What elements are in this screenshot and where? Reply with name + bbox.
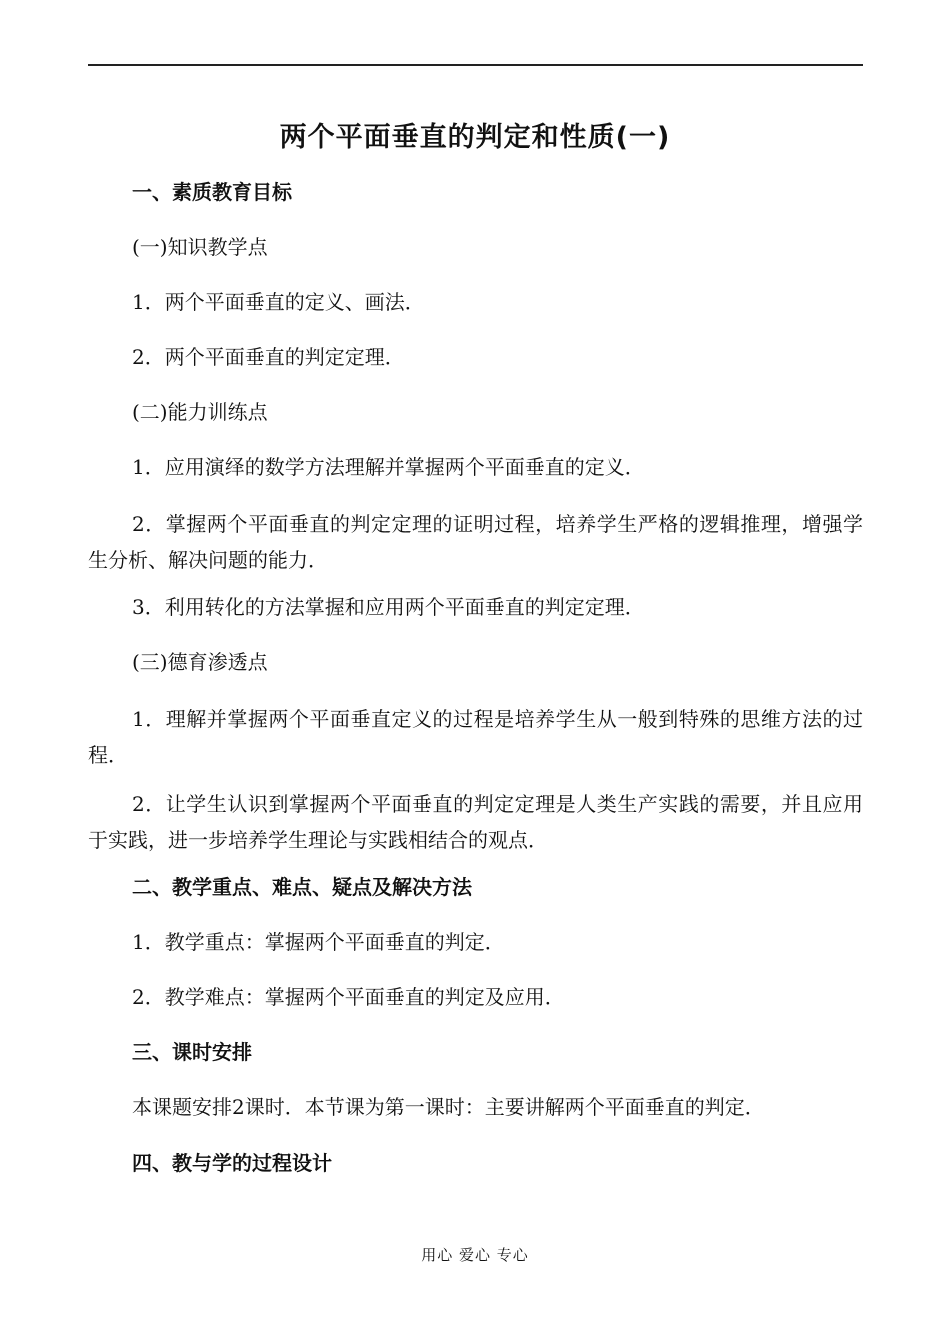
ability-item-2: 2．掌握两个平面垂直的判定定理的证明过程，培养学生严格的逻辑推理，增强学生分析、解决问题的能力．: [88, 512, 863, 572]
subheading-knowledge: (一)知识教学点: [132, 235, 268, 259]
moral-item-1: 1．理解并掌握两个平面垂直定义的过程是培养学生从一般到特殊的思维方法的过程．: [88, 707, 863, 767]
page-footer: 用心 爱心 专心: [421, 1246, 529, 1264]
section-heading-2: 二、教学重点、难点、疑点及解决方法: [132, 875, 472, 899]
ability-item-1: 1．应用演绎的数学方法理解并掌握两个平面垂直的定义．: [132, 455, 645, 479]
subheading-ability: (二)能力训练点: [132, 400, 268, 424]
ability-item-3: 3．利用转化的方法掌握和应用两个平面垂直的判定定理．: [132, 595, 645, 619]
section-heading-3: 三、课时安排: [132, 1040, 252, 1064]
section-heading-4: 四、教与学的过程设计: [132, 1151, 332, 1175]
subheading-moral: (三)德育渗透点: [132, 650, 268, 674]
key-point-item: 1．教学重点：掌握两个平面垂直的判定．: [132, 930, 505, 954]
moral-item-2: 2．让学生认识到掌握两个平面垂直的判定定理是人类生产实践的需要，并且应用于实践，进一步培养学生理论与实践相结合的观点．: [88, 792, 863, 852]
section-heading-1: 一、素质教育目标: [132, 180, 292, 204]
schedule-text: 本课题安排2课时．本节课为第一课时：主要讲解两个平面垂直的判定．: [132, 1095, 765, 1119]
document-title: 两个平面垂直的判定和性质(一): [279, 122, 671, 153]
knowledge-item-2: 2．两个平面垂直的判定定理．: [132, 345, 405, 369]
header-rule: [88, 64, 863, 66]
knowledge-item-1: 1．两个平面垂直的定义、画法．: [132, 290, 425, 314]
difficulty-item: 2．教学难点：掌握两个平面垂直的判定及应用．: [132, 985, 565, 1009]
